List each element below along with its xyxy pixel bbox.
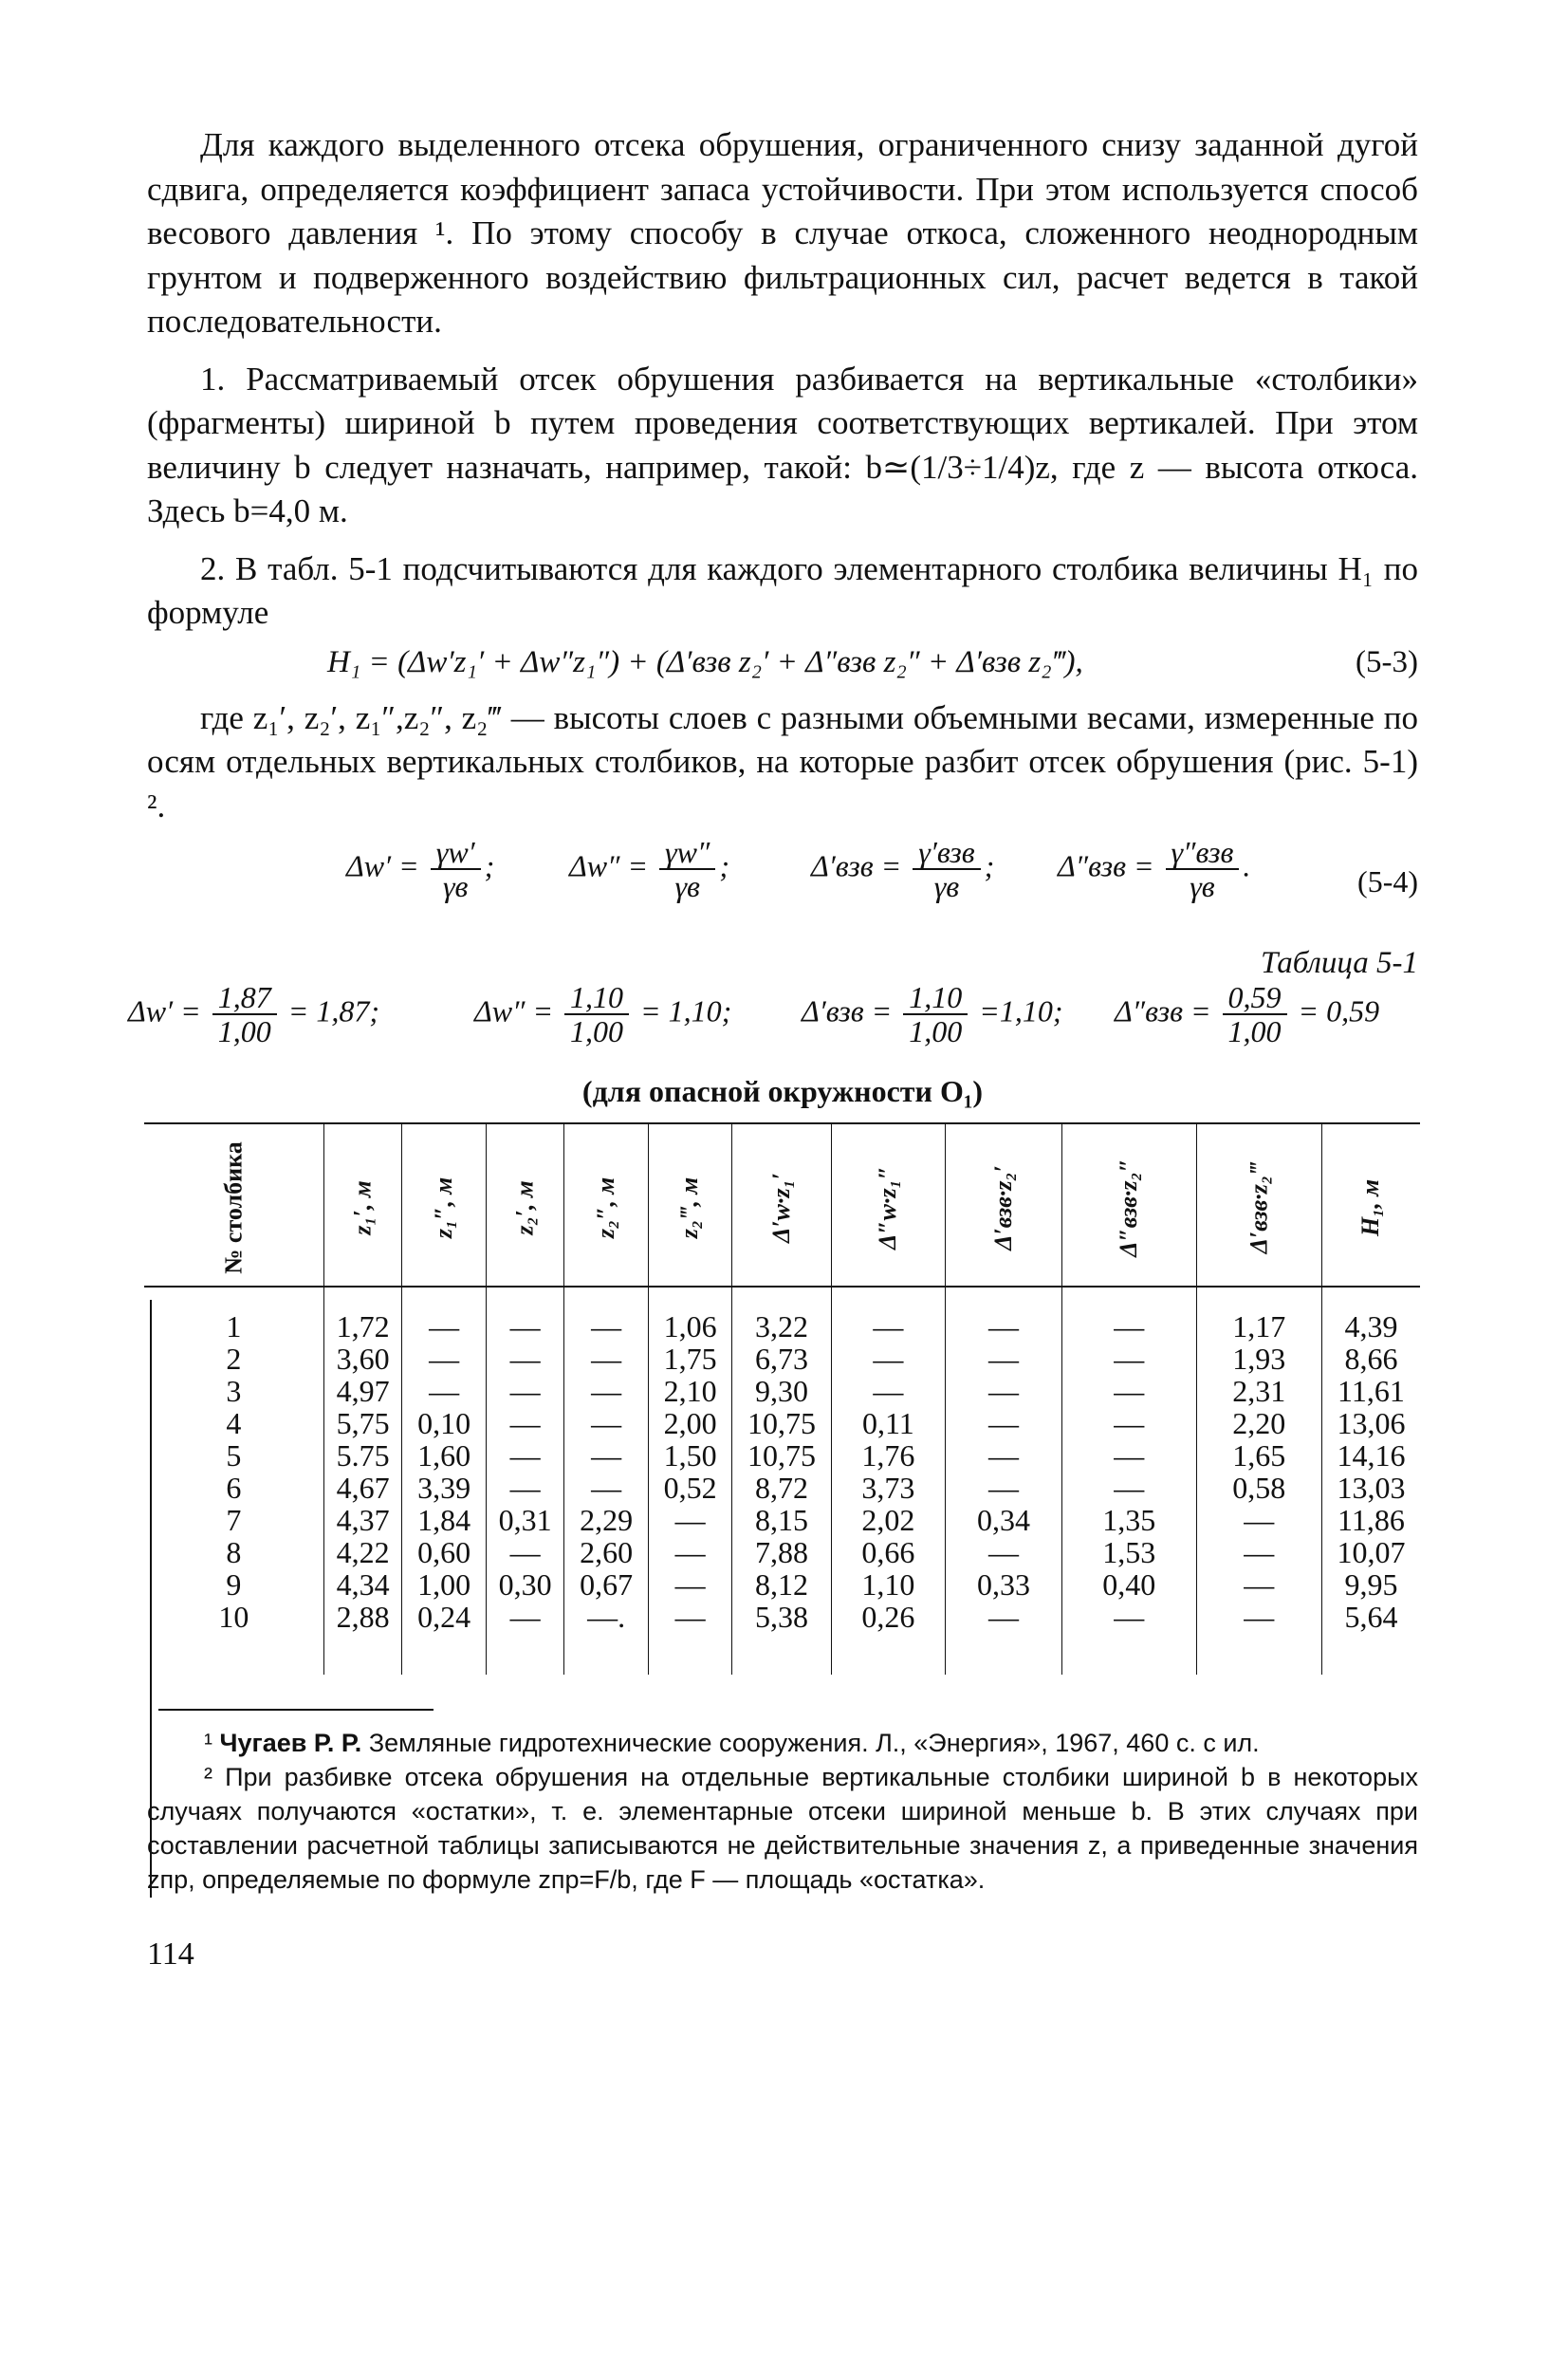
- ratio-1-left: Δw′ =: [346, 848, 419, 883]
- column-header: [1196, 1123, 1321, 1287]
- column-header-label: z₂″, м: [592, 1176, 620, 1238]
- table-cell: —: [946, 1287, 1062, 1343]
- column-header: [946, 1123, 1062, 1287]
- table-cell: 0,24: [402, 1601, 486, 1675]
- table-cell: 8,12: [732, 1568, 831, 1601]
- table-cell: —: [486, 1343, 564, 1375]
- table-cell: 7: [226, 1503, 242, 1537]
- footnote-1-author: Чугаев Р. Р.: [219, 1729, 362, 1757]
- value-2-result: = 1,10;: [640, 993, 732, 1028]
- table-cell: —: [831, 1375, 946, 1407]
- ratio-3-numerator: γ′взв: [913, 836, 980, 870]
- table-cell: 2,88: [323, 1601, 402, 1675]
- table-cell: —: [1061, 1439, 1196, 1472]
- table-cell: 10: [218, 1600, 249, 1634]
- table-cell: 6: [226, 1471, 242, 1505]
- table-cell: —: [946, 1472, 1062, 1504]
- table-cell: 2: [226, 1342, 242, 1376]
- paragraph-intro: Для каждого выделенного отсека обрушения, ограниченного снизу заданной дугой сдвига, определяется коэффициент запаса устойчивости. При этом используется способ весового давления ¹. По этому способу в случае откоса, сложенного неоднородным грунтом и подверженного воздействию фильтрационных сил, расчет ведется в такой последовательности.: [147, 126, 1418, 340]
- formula-5-3-number: (5-3): [1356, 644, 1418, 679]
- column-header: [1061, 1123, 1196, 1287]
- table-cell: 5.75: [323, 1439, 402, 1472]
- column-header-label: H₁, м: [1356, 1178, 1385, 1236]
- table-cell: 3,22: [732, 1287, 831, 1343]
- ratio-delta-vzv-double: Δ″взв = $\frac{\text{γ″взв}}{\gamma в}$ .: [1058, 835, 1251, 903]
- table-cell: —: [1061, 1375, 1196, 1407]
- value-4-denominator: 1,00: [1227, 1014, 1282, 1048]
- value-3-result: =1,10;: [979, 993, 1063, 1028]
- data-table: [144, 1122, 1420, 1675]
- value-delta-vzv-double: [1115, 981, 1379, 1047]
- ratio-delta-w-prime: Δw′ = $\frac{\gamma w'}{\gamma в}$ ;: [346, 835, 495, 903]
- table-cell: —.: [564, 1601, 648, 1675]
- table-cell: 0,40: [1061, 1568, 1196, 1601]
- table-header-row: [144, 1123, 1420, 1287]
- table-cell: 4,37: [323, 1504, 402, 1536]
- ratio-4-numerator: γ″взв: [1166, 836, 1240, 870]
- table-cell: 1,00: [402, 1568, 486, 1601]
- page-number: 114: [147, 1936, 194, 1972]
- value-4-result: = 0,59: [1298, 993, 1380, 1028]
- value-1-left: Δw′ =: [128, 993, 201, 1028]
- column-header: [402, 1123, 486, 1287]
- table-cell: —: [1196, 1601, 1321, 1675]
- table-cell: —: [402, 1287, 486, 1343]
- ratio-1-denominator: γв: [442, 869, 469, 903]
- table-cell: 0,11: [831, 1407, 946, 1439]
- column-header: [831, 1123, 946, 1287]
- footnote-2: ² При разбивке отсека обрушения на отдельные вертикальные столбики шириной b в некоторых случаях получаются «остатки», т. е. элементарные отсеки шириной меньше b. В этих случаях при составлении расчетной таблицы записываются не действительные значения z, а приведенные значения zпр, определяемые по формуле zпр=F/b, где F — площадь «остатка».: [147, 1763, 1418, 1894]
- paragraph-where: где z₁′, z₂′, z₁″,z₂″, z₂‴ — высоты слоев с разными объемными весами, измеренные по осям отдельных вертикальных столбиков, на которые разбит отсек обрушения (рис. 5-1) ².: [147, 698, 1418, 824]
- table-cell: —: [1061, 1287, 1196, 1343]
- table-cell: 1: [226, 1309, 242, 1343]
- table-row: [144, 1472, 1420, 1504]
- table-cell: —: [946, 1439, 1062, 1472]
- table-cell: —: [648, 1536, 732, 1568]
- column-header-label: z₂′, м: [510, 1179, 539, 1235]
- table-cell: 1,76: [831, 1439, 946, 1472]
- table-cell: 14,16: [1321, 1439, 1420, 1472]
- table-cell: 4,34: [323, 1568, 402, 1601]
- value-3-denominator: 1,00: [909, 1014, 963, 1048]
- column-header-label: z₁″, м: [430, 1176, 458, 1238]
- table-row: [144, 1343, 1420, 1375]
- table-cell: —: [1196, 1568, 1321, 1601]
- value-2-fraction: [564, 981, 629, 1047]
- table-cell: 2,60: [564, 1536, 648, 1568]
- table-cell: —: [486, 1536, 564, 1568]
- column-header-label: z₂‴, м: [675, 1176, 704, 1238]
- table-cell: 0,31: [486, 1504, 564, 1536]
- value-1-numerator: 1,87: [212, 981, 277, 1015]
- table-cell: 1,06: [648, 1287, 732, 1343]
- table-cell: 8,72: [732, 1472, 831, 1504]
- table-cell: 11,86: [1321, 1504, 1420, 1536]
- table-cell: 9,30: [732, 1375, 831, 1407]
- table-cell: 1,75: [648, 1343, 732, 1375]
- table-cell: 2,29: [564, 1504, 648, 1536]
- value-4-left: Δ″взв =: [1115, 993, 1211, 1028]
- ratio-3-fraction: [913, 836, 980, 902]
- table-cell: —: [648, 1568, 732, 1601]
- value-2-left: Δw″ =: [474, 993, 554, 1028]
- table-row: [144, 1601, 1420, 1675]
- value-1-denominator: 1,00: [217, 1014, 271, 1048]
- table-cell: 1,60: [402, 1439, 486, 1472]
- table-cell: —: [946, 1601, 1062, 1675]
- value-3-left: Δ′взв =: [802, 993, 893, 1028]
- table-cell: —: [402, 1375, 486, 1407]
- value-delta-w-double: [474, 981, 731, 1047]
- value-2-numerator: 1,10: [564, 981, 629, 1015]
- table-cell: 1,10: [831, 1568, 946, 1601]
- table-cell: 4,22: [323, 1536, 402, 1568]
- paragraph-step-1: 1. Рассматриваемый отсек обрушения разбивается на вертикальные «столбики» (фрагменты) шириной b путем проведения соответствующих вертикалей. При этом величину b следует назначать, например, такой: b≃(1/3÷1/4)z, где z — высота откоса. Здесь b=4,0 м.: [147, 360, 1418, 529]
- table-cell: 5: [226, 1438, 242, 1473]
- table-cell: 3,39: [402, 1472, 486, 1504]
- column-header: [732, 1123, 831, 1287]
- table-cell: —: [486, 1439, 564, 1472]
- table-cell: —: [648, 1601, 732, 1675]
- ratio-3-denominator: γв: [933, 869, 960, 903]
- table-cell: 0,67: [564, 1568, 648, 1601]
- column-header: [564, 1123, 648, 1287]
- table-cell: 6,73: [732, 1343, 831, 1375]
- table-cell: —: [564, 1407, 648, 1439]
- table-row: [144, 1568, 1420, 1601]
- table-cell: 0,26: [831, 1601, 946, 1675]
- table-cell: —: [831, 1343, 946, 1375]
- column-header-label: Δ′взв·z₂′: [988, 1164, 1017, 1251]
- table-row: [144, 1375, 1420, 1407]
- table-cell: 5,75: [323, 1407, 402, 1439]
- table-cell: 0,10: [402, 1407, 486, 1439]
- table-cell: —: [1061, 1343, 1196, 1375]
- table-cell: 0,33: [946, 1568, 1062, 1601]
- column-header: [486, 1123, 564, 1287]
- column-header: [144, 1123, 323, 1287]
- table-cell: —: [1061, 1407, 1196, 1439]
- table-cell: 3,60: [323, 1343, 402, 1375]
- page-content: [128, 123, 1418, 1973]
- table-cell: 1,53: [1061, 1536, 1196, 1568]
- table-cell: —: [946, 1343, 1062, 1375]
- computed-values-line: [128, 980, 1418, 1066]
- table-cell: —: [486, 1287, 564, 1343]
- table-cell: 2,20: [1196, 1407, 1321, 1439]
- table-row: [144, 1439, 1420, 1472]
- table-cell: —: [831, 1287, 946, 1343]
- ratio-4-fraction: [1166, 836, 1240, 902]
- table-cell: —: [1196, 1536, 1321, 1568]
- table-cell: 0,34: [946, 1504, 1062, 1536]
- ratio-delta-vzv-prime: Δ′взв = $\frac{\text{γ′взв}}{\gamma в}$ ;: [811, 835, 995, 903]
- table-cell: 1,65: [1196, 1439, 1321, 1472]
- table-cell: 0,30: [486, 1568, 564, 1601]
- column-header-label: z₁′, м: [348, 1179, 377, 1235]
- ratio-3-left: Δ′взв =: [811, 848, 902, 883]
- table-cell: —: [564, 1439, 648, 1472]
- table-cell: —: [946, 1375, 1062, 1407]
- ratio-delta-w-double: Δw″ = $\frac{\gamma w''}{\gamma в}$ ;: [569, 835, 729, 903]
- column-header-label: Δ″взв·z₂″: [1115, 1158, 1143, 1257]
- footnote-1-mark: ¹: [204, 1729, 212, 1757]
- ratio-1-fraction: [431, 836, 481, 902]
- column-header-label: № столбика: [219, 1140, 248, 1274]
- table-caption: Таблица 5-1: [1261, 946, 1418, 980]
- table-cell: —: [486, 1472, 564, 1504]
- ratio-1-numerator: γw′: [431, 836, 481, 870]
- table-cell: 0,52: [648, 1472, 732, 1504]
- column-header: [648, 1123, 732, 1287]
- table-cell: 11,61: [1321, 1375, 1420, 1407]
- table-cell: 0,66: [831, 1536, 946, 1568]
- table-cell: 9: [226, 1567, 242, 1602]
- table-cell: 2,31: [1196, 1375, 1321, 1407]
- table-cell: —: [648, 1504, 732, 1536]
- table-cell: 1,84: [402, 1504, 486, 1536]
- value-4-numerator: 0,59: [1223, 981, 1287, 1015]
- formula-5-3-expression: H₁ = (Δw′z₁′ + Δw″z₁″) + (Δ′взв z₂′ + Δ″взв z₂″ + Δ′взв z₂‴),: [327, 644, 1083, 679]
- table-cell: 1,50: [648, 1439, 732, 1472]
- table-cell: 9,95: [1321, 1568, 1420, 1601]
- table-cell: 8: [226, 1535, 242, 1569]
- column-header: [323, 1123, 402, 1287]
- table-cell: 10,75: [732, 1407, 831, 1439]
- table-cell: —: [564, 1472, 648, 1504]
- table-cell: —: [1196, 1504, 1321, 1536]
- table-cell: —: [402, 1343, 486, 1375]
- table-cell: —: [946, 1407, 1062, 1439]
- table-row: [144, 1407, 1420, 1439]
- footnote-1-text: Земляные гидротехнические сооружения. Л., «Энергия», 1967, 460 с. с ил.: [368, 1729, 1260, 1757]
- table-cell: 10,07: [1321, 1536, 1420, 1568]
- ratio-2-numerator: γw″: [659, 836, 715, 870]
- table-cell: —: [1061, 1472, 1196, 1504]
- formula-5-4: [147, 828, 1418, 942]
- table-cell: —: [1061, 1601, 1196, 1675]
- table-cell: 4,67: [323, 1472, 402, 1504]
- value-1-fraction: [212, 981, 277, 1047]
- table-cell: —: [564, 1287, 648, 1343]
- value-delta-w-prime: [128, 981, 379, 1047]
- table-cell: 1,72: [323, 1287, 402, 1343]
- formula-5-3: [147, 636, 1418, 696]
- table-cell: 4,97: [323, 1375, 402, 1407]
- value-1-result: = 1,87;: [287, 993, 379, 1028]
- table-cell: —: [564, 1343, 648, 1375]
- table-cell: 8,15: [732, 1504, 831, 1536]
- table-cell: —: [486, 1407, 564, 1439]
- table-cell: 4,39: [1321, 1287, 1420, 1343]
- value-delta-vzv-prime: [802, 981, 1062, 1047]
- ratio-4-denominator: γв: [1190, 869, 1215, 903]
- table-cell: —: [486, 1375, 564, 1407]
- value-3-fraction: [903, 981, 968, 1047]
- value-4-fraction: [1223, 981, 1287, 1047]
- table-body: [144, 1287, 1420, 1675]
- table-cell: 13,06: [1321, 1407, 1420, 1439]
- footnote-1: [147, 1726, 1418, 1760]
- value-3-numerator: 1,10: [903, 981, 968, 1015]
- column-header: [1321, 1123, 1420, 1287]
- table-cell: —: [564, 1375, 648, 1407]
- value-2-denominator: 1,00: [570, 1014, 624, 1048]
- table-cell: 0,60: [402, 1536, 486, 1568]
- ratio-2-fraction: [659, 836, 715, 902]
- ratio-4-left: Δ″взв =: [1058, 848, 1154, 883]
- formula-5-4-number: (5-4): [1357, 864, 1418, 899]
- column-header-label: Δ″w·z₁″: [874, 1165, 902, 1250]
- table-row: [144, 1504, 1420, 1536]
- footnote-rule: [158, 1709, 434, 1711]
- table-cell: 2,00: [648, 1407, 732, 1439]
- table-cell: 0,58: [1196, 1472, 1321, 1504]
- table-row: [144, 1287, 1420, 1343]
- table-cell: 2,10: [648, 1375, 732, 1407]
- table-subtitle: (для опасной окружности O₁): [581, 1074, 984, 1108]
- table-cell: 8,66: [1321, 1343, 1420, 1375]
- table-cell: 4: [226, 1406, 242, 1440]
- table-cell: 5,64: [1321, 1601, 1420, 1675]
- table-cell: 13,03: [1321, 1472, 1420, 1504]
- column-header-label: Δ′w·z₁′: [767, 1172, 796, 1243]
- table-cell: 3: [226, 1374, 242, 1408]
- ratio-2-left: Δw″ =: [569, 848, 649, 883]
- table-cell: 1,17: [1196, 1287, 1321, 1343]
- table-cell: 3,73: [831, 1472, 946, 1504]
- ratio-2-denominator: γв: [674, 869, 700, 903]
- paragraph-step-2: 2. В табл. 5-1 подсчитываются для каждого элементарного столбика величины H₁ по формуле: [147, 549, 1418, 631]
- table-cell: 2,02: [831, 1504, 946, 1536]
- table-cell: 1,35: [1061, 1504, 1196, 1536]
- table-cell: 10,75: [732, 1439, 831, 1472]
- table-cell: 7,88: [732, 1536, 831, 1568]
- column-header-label: Δ′взв·z₂‴: [1245, 1161, 1273, 1253]
- table-cell: —: [486, 1601, 564, 1675]
- table-cell: —: [946, 1536, 1062, 1568]
- table-cell: 5,38: [732, 1601, 831, 1675]
- table-row: [144, 1536, 1420, 1568]
- table-cell: 1,93: [1196, 1343, 1321, 1375]
